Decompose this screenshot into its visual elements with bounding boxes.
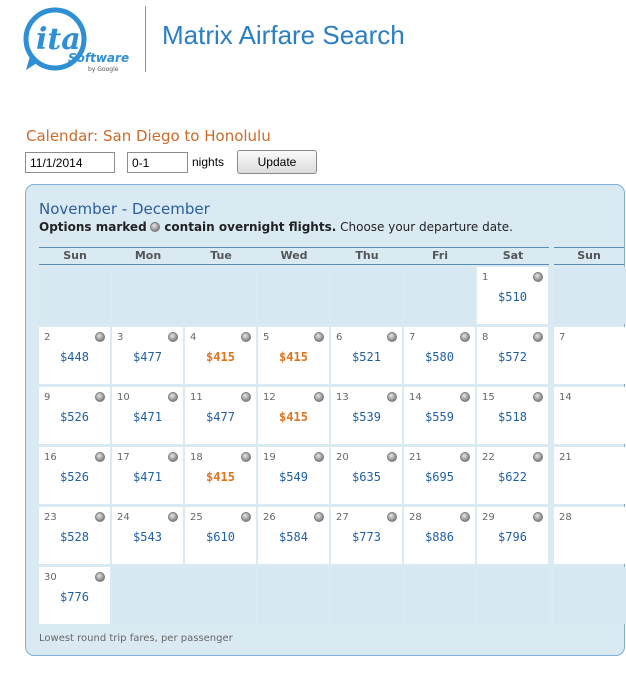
- calendar-day-cell-next-month: [554, 327, 626, 384]
- overnight-flight-icon: [460, 332, 470, 342]
- calendar-route-heading: Calendar: San Diego to Honolulu: [26, 127, 271, 145]
- calendar-day-cell[interactable]: [258, 447, 329, 504]
- fare-price-lowest[interactable]: $415: [206, 350, 235, 364]
- calendar-empty-cell: [554, 567, 626, 624]
- calendar-day-cell[interactable]: [112, 507, 183, 564]
- overnight-flight-icon: [95, 512, 105, 522]
- fare-price[interactable]: $635: [352, 470, 381, 484]
- calendar-empty-cell: [258, 267, 329, 324]
- calendar-day-cell[interactable]: [404, 447, 475, 504]
- day-number: 21: [409, 452, 422, 463]
- overnight-flight-icon: [533, 392, 543, 402]
- overnight-flight-icon: [95, 452, 105, 462]
- fare-price[interactable]: $622: [498, 470, 527, 484]
- overnight-flight-icon: [460, 512, 470, 522]
- fare-price[interactable]: $518: [498, 410, 527, 424]
- app-title: Matrix Airfare Search: [162, 20, 405, 50]
- fare-price[interactable]: $610: [206, 530, 235, 544]
- day-number: 30: [44, 572, 57, 583]
- fare-price-lowest[interactable]: $415: [206, 470, 235, 484]
- calendar-empty-cell: [112, 567, 183, 624]
- calendar-empty-cell: [331, 567, 402, 624]
- overnight-flight-icon: [387, 392, 397, 402]
- fare-price[interactable]: $549: [279, 470, 308, 484]
- calendar-day-cell[interactable]: [477, 327, 548, 384]
- day-number: 14: [409, 392, 422, 403]
- fare-price[interactable]: $448: [60, 350, 89, 364]
- fare-price[interactable]: $521: [352, 350, 381, 364]
- weekday-label: Fri: [431, 249, 448, 262]
- svg-text:Software: Software: [68, 51, 130, 65]
- weekday-header-next: [554, 247, 624, 265]
- day-number: 22: [482, 452, 495, 463]
- calendar-day-cell[interactable]: [477, 267, 548, 324]
- fare-price[interactable]: $477: [133, 350, 162, 364]
- overnight-flight-icon: [241, 452, 251, 462]
- calendar-day-cell[interactable]: [39, 567, 110, 624]
- weekday-label: Mon: [134, 249, 162, 262]
- overnight-flight-icon: [241, 392, 251, 402]
- overnight-flight-icon: [314, 332, 324, 342]
- calendar-day-cell[interactable]: [331, 387, 402, 444]
- day-number: 16: [44, 452, 57, 463]
- fare-price[interactable]: $471: [133, 410, 162, 424]
- calendar-day-cell[interactable]: [404, 387, 475, 444]
- fare-price[interactable]: $471: [133, 470, 162, 484]
- overnight-flight-icon: [460, 452, 470, 462]
- calendar-day-cell[interactable]: [258, 327, 329, 384]
- calendar-day-cell[interactable]: [331, 327, 402, 384]
- calendar-day-cell[interactable]: [258, 507, 329, 564]
- day-number: 7: [559, 332, 566, 343]
- weekday-label: Thu: [355, 249, 379, 262]
- fare-footnote: Lowest round trip fares, per passenger: [39, 633, 233, 644]
- weekday-label: Sun: [63, 249, 87, 262]
- calendar-day-cell[interactable]: [39, 387, 110, 444]
- ita-software-logo: [22, 6, 130, 73]
- day-number: 23: [44, 512, 57, 523]
- calendar-day-cell[interactable]: [39, 327, 110, 384]
- day-number: 24: [117, 512, 130, 523]
- calendar-day-cell[interactable]: [477, 447, 548, 504]
- day-number: 13: [336, 392, 349, 403]
- day-number: 27: [336, 512, 349, 523]
- fare-price[interactable]: $572: [498, 350, 527, 364]
- calendar-day-cell[interactable]: [477, 507, 548, 564]
- calendar-day-cell[interactable]: [404, 507, 475, 564]
- calendar-day-cell[interactable]: [39, 447, 110, 504]
- day-number: 4: [190, 332, 197, 343]
- calendar-day-cell[interactable]: [112, 327, 183, 384]
- calendar-day-cell[interactable]: [39, 507, 110, 564]
- overnight-flight-icon: [387, 332, 397, 342]
- overnight-flight-icon: [533, 272, 543, 282]
- fare-price-lowest[interactable]: $415: [279, 410, 308, 424]
- departure-date-input[interactable]: [25, 152, 115, 173]
- calendar-day-cell[interactable]: [185, 327, 256, 384]
- calendar-day-cell[interactable]: [112, 387, 183, 444]
- fare-price[interactable]: $776: [60, 590, 89, 604]
- calendar-empty-cell: [404, 267, 475, 324]
- overnight-flight-icon: [314, 452, 324, 462]
- day-number: 5: [263, 332, 270, 343]
- update-button[interactable]: Update: [237, 150, 317, 174]
- overnight-flight-icon: [168, 332, 178, 342]
- overnight-flight-icon: [168, 452, 178, 462]
- fare-price[interactable]: $528: [60, 530, 89, 544]
- overnight-flight-icon: [533, 332, 543, 342]
- calendar-day-cell[interactable]: [258, 387, 329, 444]
- calendar-day-cell-next-month: [554, 387, 626, 444]
- legend-text-2: contain overnight flights.: [164, 220, 337, 234]
- day-number: 9: [44, 392, 51, 403]
- day-number: 10: [117, 392, 130, 403]
- fare-price[interactable]: $477: [206, 410, 235, 424]
- day-number: 12: [263, 392, 276, 403]
- calendar-empty-cell: [185, 267, 256, 324]
- weekday-label: Sun: [577, 249, 601, 262]
- overnight-flight-icon: [533, 512, 543, 522]
- overnight-flight-icon: [241, 512, 251, 522]
- overnight-flight-icon: [150, 222, 160, 232]
- nights-input[interactable]: [127, 152, 188, 173]
- calendar-day-cell[interactable]: [185, 507, 256, 564]
- overnight-legend: [39, 220, 513, 234]
- fare-price[interactable]: $584: [279, 530, 308, 544]
- day-number: 8: [482, 332, 489, 343]
- calendar-empty-cell: [39, 267, 110, 324]
- weekday-label: Tue: [210, 249, 232, 262]
- day-number: 14: [559, 392, 572, 403]
- day-number: 6: [336, 332, 343, 343]
- overnight-flight-icon: [168, 392, 178, 402]
- day-number: 29: [482, 512, 495, 523]
- fare-price[interactable]: $539: [352, 410, 381, 424]
- calendar-day-cell[interactable]: [331, 447, 402, 504]
- day-number: 18: [190, 452, 203, 463]
- calendar-day-cell[interactable]: [331, 507, 402, 564]
- legend-text-1: Options marked: [39, 220, 147, 234]
- fare-price[interactable]: $543: [133, 530, 162, 544]
- calendar-day-cell-next-month: [554, 507, 626, 564]
- fare-price[interactable]: $886: [425, 530, 454, 544]
- day-number: 7: [409, 332, 416, 343]
- day-number: 15: [482, 392, 495, 403]
- overnight-flight-icon: [314, 512, 324, 522]
- fare-price[interactable]: $510: [498, 290, 527, 304]
- day-number: 3: [117, 332, 124, 343]
- weekday-header: [39, 247, 549, 265]
- day-number: 20: [336, 452, 349, 463]
- svg-text:ita: ita: [36, 22, 81, 57]
- header-divider: [145, 6, 146, 72]
- calendar-day-cell[interactable]: [477, 387, 548, 444]
- overnight-flight-icon: [460, 392, 470, 402]
- calendar-empty-cell: [554, 267, 626, 324]
- overnight-flight-icon: [387, 512, 397, 522]
- calendar-day-cell[interactable]: [404, 327, 475, 384]
- overnight-flight-icon: [95, 392, 105, 402]
- day-number: 1: [482, 272, 489, 283]
- calendar-panel: [25, 184, 625, 656]
- calendar-day-cell[interactable]: [112, 447, 183, 504]
- day-number: 19: [263, 452, 276, 463]
- day-number: 21: [559, 452, 572, 463]
- overnight-flight-icon: [241, 332, 251, 342]
- legend-text-3: Choose your departure date.: [340, 220, 513, 234]
- calendar-day-cell[interactable]: [185, 387, 256, 444]
- overnight-flight-icon: [95, 332, 105, 342]
- calendar-empty-cell: [258, 567, 329, 624]
- calendar-empty-cell: [404, 567, 475, 624]
- fare-price[interactable]: $695: [425, 470, 454, 484]
- svg-text:by Google: by Google: [88, 66, 119, 73]
- weekday-label: Sat: [502, 249, 524, 262]
- overnight-flight-icon: [95, 572, 105, 582]
- fare-price[interactable]: $773: [352, 530, 381, 544]
- calendar-day-cell[interactable]: [185, 447, 256, 504]
- fare-price[interactable]: $526: [60, 410, 89, 424]
- day-number: 2: [44, 332, 51, 343]
- day-number: 26: [263, 512, 276, 523]
- calendar-empty-cell: [477, 567, 548, 624]
- overnight-flight-icon: [387, 452, 397, 462]
- nights-label: nights: [192, 155, 225, 169]
- overnight-flight-icon: [168, 512, 178, 522]
- fare-price[interactable]: $796: [498, 530, 527, 544]
- calendar-empty-cell: [185, 567, 256, 624]
- fare-price[interactable]: $559: [425, 410, 454, 424]
- day-number: 28: [409, 512, 422, 523]
- calendar-empty-cell: [112, 267, 183, 324]
- calendar-empty-cell: [331, 267, 402, 324]
- day-number: 25: [190, 512, 203, 523]
- overnight-flight-icon: [533, 452, 543, 462]
- overnight-flight-icon: [314, 392, 324, 402]
- fare-price-lowest[interactable]: $415: [279, 350, 308, 364]
- weekday-label: Wed: [280, 249, 308, 262]
- month-title: November - December: [39, 200, 210, 218]
- day-number: 11: [190, 392, 203, 403]
- day-number: 28: [559, 512, 572, 523]
- fare-price[interactable]: $526: [60, 470, 89, 484]
- day-number: 17: [117, 452, 130, 463]
- calendar-day-cell-next-month: [554, 447, 626, 504]
- fare-price[interactable]: $580: [425, 350, 454, 364]
